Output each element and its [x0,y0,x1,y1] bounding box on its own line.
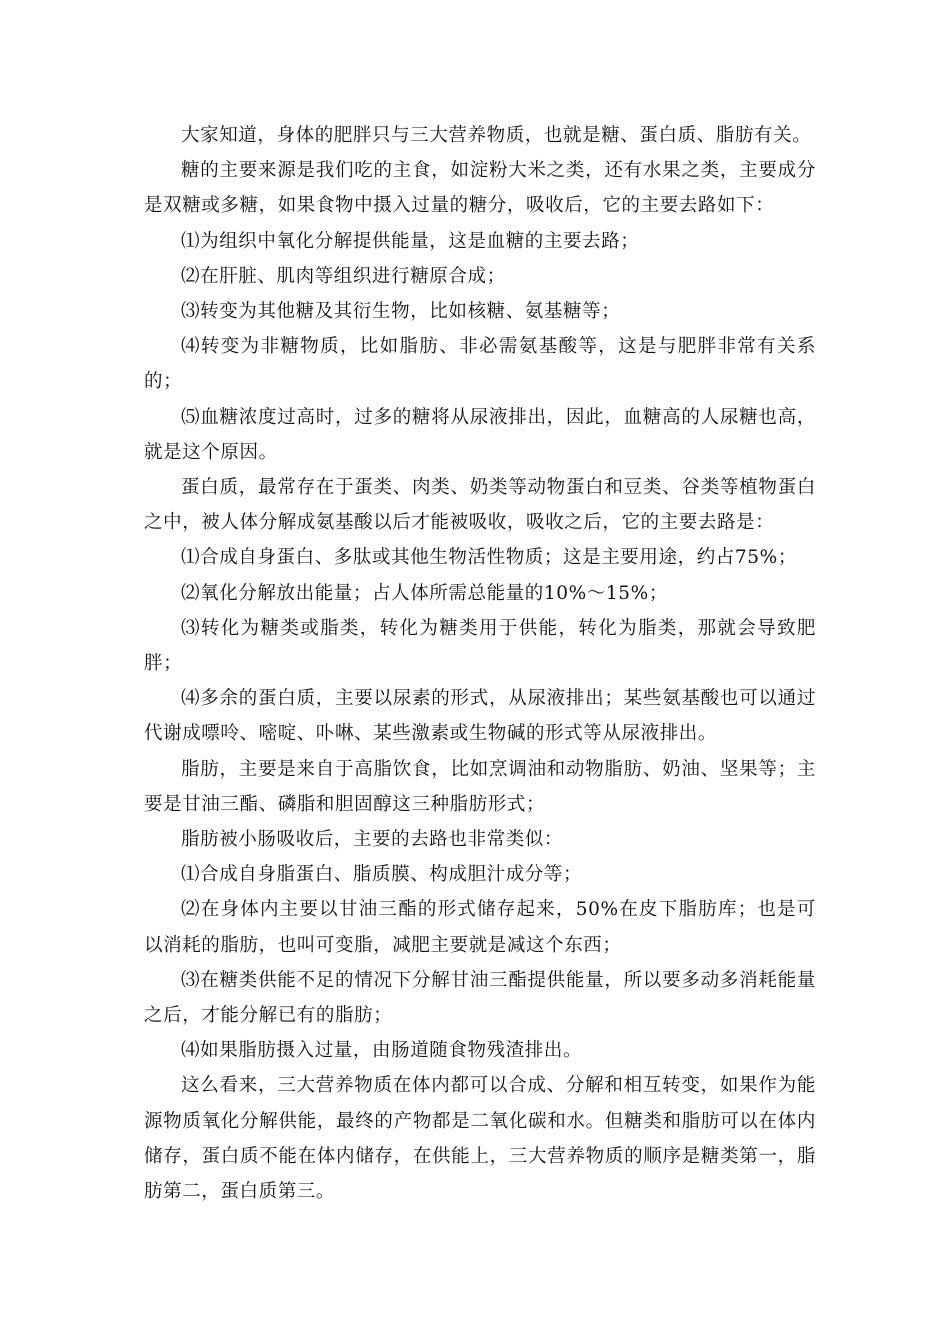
paragraph-protein-item-4: ⑷多余的蛋白质，主要以尿素的形式，从尿液排出；某些氨基酸也可以通过代谢成嘌呤、嘧啶、卟啉、某些激素或生物碱的形式等从尿液排出。 [144,688,816,745]
paragraph-protein-source: 蛋白质，最常存在于蛋类、肉类、奶类等动物蛋白和豆类、谷类等植物蛋白之中，被人体分解成氨基酸以后才能被吸收，吸收之后，它的主要去路是： [144,477,816,534]
paragraph-sugar-item-2: ⑵在肝脏、肌肉等组织进行糖原合成； [181,265,506,287]
paragraph-conclusion: 这么看来，三大营养物质在体内都可以合成、分解和相互转变，如果作为能源物质氧化分解供能，最终的产物都是二氧化碳和水。但糖类和脂肪可以在体内储存，蛋白质不能在体内储存，在供能上，三大营养物质的顺序是糖类第一，脂肪第二，蛋白质第三。 [144,1075,816,1203]
paragraph-intro: 大家知道，身体的肥胖只与三大营养物质，也就是糖、蛋白质、脂肪有关。 [181,125,812,146]
paragraph-fat-source: 脂肪，主要是来自于高脂饮食，比如烹调油和动物脂肪、奶油、坚果等；主要是甘油三酯、磷脂和胆固醇这三种脂肪形式； [144,758,816,815]
paragraph-protein-item-1: ⑴合成自身蛋白、多肽或其他生物活性物质；这是主要用途，约占75%； [181,547,797,569]
paragraph-fat-item-4: ⑷如果脂肪摄入过量，由肠道随食物残渣排出。 [181,1040,583,1062]
paragraph-sugar-item-3: ⑶转变为其他糖及其衍生物，比如核糖、氨基糖等； [181,301,621,323]
paragraph-fat-item-1: ⑴合成自身脂蛋白、脂质膜、构成胆汁成分等； [181,864,583,886]
paragraph-protein-item-3: ⑶转化为糖类或脂类，转化为糖类用于供能，转化为脂类，那就会导致肥胖； [144,617,816,675]
document-body [144,118,816,1209]
paragraph-sugar-item-4: ⑷转变为非糖物质，比如脂肪、非必需氨基酸等，这是与肥胖非常有关系的； [144,336,816,393]
paragraph-sugar-item-1: ⑴为组织中氧化分解提供能量，这是血糖的主要去路； [181,230,640,252]
paragraph-fat-item-3: ⑶在糖类供能不足的情况下分解甘油三酯提供能量，所以要多动多消耗能量之后，才能分解已有的脂肪； [144,969,816,1027]
paragraph-sugar-item-5: ⑸血糖浓度过高时，过多的糖将从尿液排出，因此，血糖高的人尿糖也高，就是这个原因。 [144,406,816,463]
paragraph-protein-item-2: ⑵氧化分解放出能量；占人体所需总能量的10%～15%； [181,582,668,604]
paragraph-sugar-source: 糖的主要来源是我们吃的主食，如淀粉大米之类，还有水果之类，主要成分是双糖或多糖，如果食物中摄入过量的糖分，吸收后，它的主要去路如下： [144,160,816,217]
paragraph-fat-absorption: 脂肪被小肠吸收后，主要的去路也非常类似： [181,829,564,851]
paragraph-fat-item-2: ⑵在身体内主要以甘油三酯的形式储存起来，50%在皮下脂肪库；也是可以消耗的脂肪，也叫可变脂，减肥主要就是减这个东西； [144,899,816,956]
